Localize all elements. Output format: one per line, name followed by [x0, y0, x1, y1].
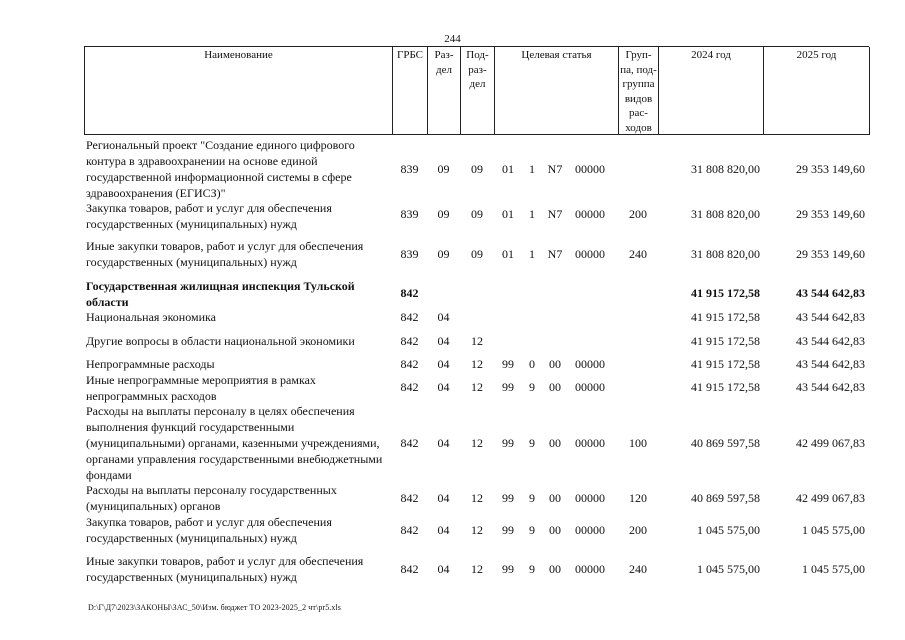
cell-razdel: 04 — [437, 491, 450, 505]
cell-2024: 31 808 820,00 — [691, 162, 760, 176]
header-podrazdel: Под- раз- дел — [461, 47, 495, 135]
cell-target-4: 00000 — [575, 491, 605, 505]
cell-expense-group: 200 — [629, 207, 647, 221]
header-expense-group: Груп- па, под- группа видов рас- ходов — [619, 47, 659, 135]
cell-expense-group: 100 — [629, 436, 647, 450]
header-year-2025: 2025 год — [764, 47, 870, 135]
cell-2025: 29 353 149,60 — [796, 207, 865, 221]
cell-target-3: N7 — [547, 207, 563, 221]
cell-target-3: 00 — [549, 562, 561, 576]
page-number: 244 — [444, 33, 461, 45]
row-name: Иные непрограммные мероприятия в рамках непрограммных расходов — [86, 373, 316, 403]
cell-razdel: 09 — [437, 162, 450, 176]
table-header — [84, 46, 869, 135]
cell-target-1: 01 — [502, 207, 514, 221]
cell-razdel: 04 — [437, 334, 450, 348]
cell-razdel: 09 — [437, 247, 450, 261]
cell-target-2: 9 — [529, 491, 535, 505]
cell-grbs: 842 — [400, 491, 419, 505]
cell-2024: 41 915 172,58 — [691, 357, 760, 371]
table-row — [84, 403, 869, 483]
table-row-department — [84, 278, 869, 310]
table-row — [84, 372, 869, 404]
cell-2024: 41 915 172,58 — [691, 380, 760, 394]
cell-target-2: 9 — [529, 523, 535, 537]
row-name: Национальная экономика — [86, 310, 216, 324]
cell-2025: 29 353 149,60 — [796, 162, 865, 176]
cell-target-3: 00 — [549, 436, 561, 450]
cell-grbs: 842 — [400, 286, 419, 300]
header-razdel: Раз- дел — [428, 47, 461, 135]
cell-target-1: 99 — [502, 523, 514, 537]
row-name: Другие вопросы в области национальной экономики — [86, 334, 355, 348]
table-row — [84, 482, 869, 516]
table-row — [84, 553, 869, 587]
cell-target-3: 00 — [549, 357, 561, 371]
cell-grbs: 842 — [400, 562, 419, 576]
cell-target-2: 1 — [529, 162, 535, 176]
cell-2025: 43 544 642,83 — [796, 310, 865, 324]
row-name: Расходы на выплаты персоналу государственных (муниципальных) органов — [86, 483, 337, 513]
row-name: Закупка товаров, работ и услуг для обеспечения государственных (муниципальных) нужд — [86, 515, 332, 545]
cell-target-1: 99 — [502, 562, 514, 576]
row-name: Расходы на выплаты персоналу в целях обеспечения выполнения функций государственными (муниципальными) органами, казенными учреждениями, органами управления государственными внебюджетными фондами — [86, 404, 383, 482]
cell-podrazdel: 12 — [471, 357, 483, 371]
table-row — [84, 333, 869, 351]
cell-grbs: 842 — [400, 523, 419, 537]
table-row — [84, 137, 869, 201]
header-grbs: ГРБС — [393, 47, 428, 135]
cell-grbs: 839 — [400, 207, 419, 221]
header-target-article: Целевая статья — [495, 47, 619, 135]
cell-razdel: 04 — [437, 310, 450, 324]
cell-grbs: 839 — [400, 162, 419, 176]
cell-podrazdel: 12 — [471, 491, 483, 505]
cell-2024: 31 808 820,00 — [691, 207, 760, 221]
row-name: Региональный проект "Создание единого цифрового контура в здравоохранении на основе единой государственной информационной системы в сфере здравоохранения (ЕГИСЗ)" — [86, 138, 355, 200]
cell-2025: 43 544 642,83 — [796, 334, 865, 348]
cell-expense-group: 240 — [629, 562, 647, 576]
row-name: Непрограммные расходы — [86, 357, 215, 371]
cell-expense-group: 200 — [629, 523, 647, 537]
cell-grbs: 839 — [400, 247, 419, 261]
cell-razdel: 09 — [437, 207, 450, 221]
cell-target-4: 00000 — [575, 162, 605, 176]
cell-target-2: 1 — [529, 207, 535, 221]
cell-grbs: 842 — [400, 334, 419, 348]
cell-target-2: 9 — [529, 436, 535, 450]
cell-podrazdel: 09 — [471, 207, 483, 221]
cell-2025: 43 544 642,83 — [796, 380, 865, 394]
cell-target-4: 00000 — [575, 380, 605, 394]
cell-podrazdel: 09 — [471, 247, 483, 261]
cell-target-1: 99 — [502, 436, 514, 450]
cell-target-2: 9 — [529, 562, 535, 576]
cell-target-1: 99 — [502, 380, 514, 394]
cell-target-3: 00 — [549, 491, 561, 505]
cell-target-4: 00000 — [575, 247, 605, 261]
row-name: Иные закупки товаров, работ и услуг для обеспечения государственных (муниципальных) нужд — [86, 239, 364, 269]
table-row — [84, 238, 869, 272]
cell-razdel: 04 — [437, 562, 450, 576]
cell-grbs: 842 — [400, 310, 419, 324]
cell-2024: 41 915 172,58 — [691, 334, 760, 348]
cell-target-2: 0 — [529, 357, 535, 371]
row-name: Иные закупки товаров, работ и услуг для обеспечения государственных (муниципальных) нужд — [86, 554, 364, 584]
table-row — [84, 309, 869, 327]
cell-target-3: 00 — [549, 523, 561, 537]
cell-2024: 41 915 172,58 — [691, 286, 760, 300]
cell-target-1: 01 — [502, 247, 514, 261]
cell-razdel: 04 — [437, 380, 450, 394]
cell-2024: 40 869 597,58 — [691, 436, 760, 450]
row-name: Государственная жилищная инспекция Тульской области — [86, 279, 355, 309]
cell-2025: 42 499 067,83 — [796, 491, 865, 505]
cell-target-1: 01 — [502, 162, 514, 176]
row-name: Закупка товаров, работ и услуг для обеспечения государственных (муниципальных) нужд — [86, 201, 332, 231]
footer-file-path: D:\Г\Д7\2023\ЗАКОНЫ\ЗАС_50\Изм. бюджет ТО 2023-2025_2 чт\pr5.xls — [88, 603, 342, 612]
table-row — [84, 200, 869, 234]
cell-target-1: 99 — [502, 357, 514, 371]
cell-razdel: 04 — [437, 523, 450, 537]
cell-target-3: 00 — [549, 380, 561, 394]
header-year-2024: 2024 год — [659, 47, 764, 135]
cell-grbs: 842 — [400, 380, 419, 394]
cell-podrazdel: 12 — [471, 380, 483, 394]
cell-target-3: N7 — [547, 247, 563, 261]
cell-grbs: 842 — [400, 357, 419, 371]
cell-target-4: 00000 — [575, 523, 605, 537]
cell-podrazdel: 09 — [471, 162, 483, 176]
cell-2025: 1 045 575,00 — [802, 562, 865, 576]
cell-target-3: N7 — [547, 162, 563, 176]
cell-razdel: 04 — [437, 436, 450, 450]
cell-target-2: 9 — [529, 380, 535, 394]
cell-target-4: 00000 — [575, 357, 605, 371]
cell-expense-group: 240 — [629, 247, 647, 261]
cell-target-2: 1 — [529, 247, 535, 261]
cell-podrazdel: 12 — [471, 436, 483, 450]
table-row — [84, 514, 869, 548]
cell-podrazdel: 12 — [471, 562, 483, 576]
cell-target-1: 99 — [502, 491, 514, 505]
cell-target-4: 00000 — [575, 436, 605, 450]
cell-2025: 43 544 642,83 — [796, 286, 865, 300]
cell-2024: 31 808 820,00 — [691, 247, 760, 261]
cell-2025: 43 544 642,83 — [796, 357, 865, 371]
cell-2024: 1 045 575,00 — [697, 562, 760, 576]
header-name: Наименование — [85, 47, 393, 135]
cell-expense-group: 120 — [629, 491, 647, 505]
cell-2024: 40 869 597,58 — [691, 491, 760, 505]
cell-grbs: 842 — [400, 436, 419, 450]
cell-podrazdel: 12 — [471, 523, 483, 537]
cell-2025: 29 353 149,60 — [796, 247, 865, 261]
cell-2024: 41 915 172,58 — [691, 310, 760, 324]
cell-2024: 1 045 575,00 — [697, 523, 760, 537]
cell-target-4: 00000 — [575, 207, 605, 221]
cell-2025: 1 045 575,00 — [802, 523, 865, 537]
cell-target-4: 00000 — [575, 562, 605, 576]
cell-2025: 42 499 067,83 — [796, 436, 865, 450]
cell-razdel: 04 — [437, 357, 450, 371]
cell-podrazdel: 12 — [471, 334, 483, 348]
